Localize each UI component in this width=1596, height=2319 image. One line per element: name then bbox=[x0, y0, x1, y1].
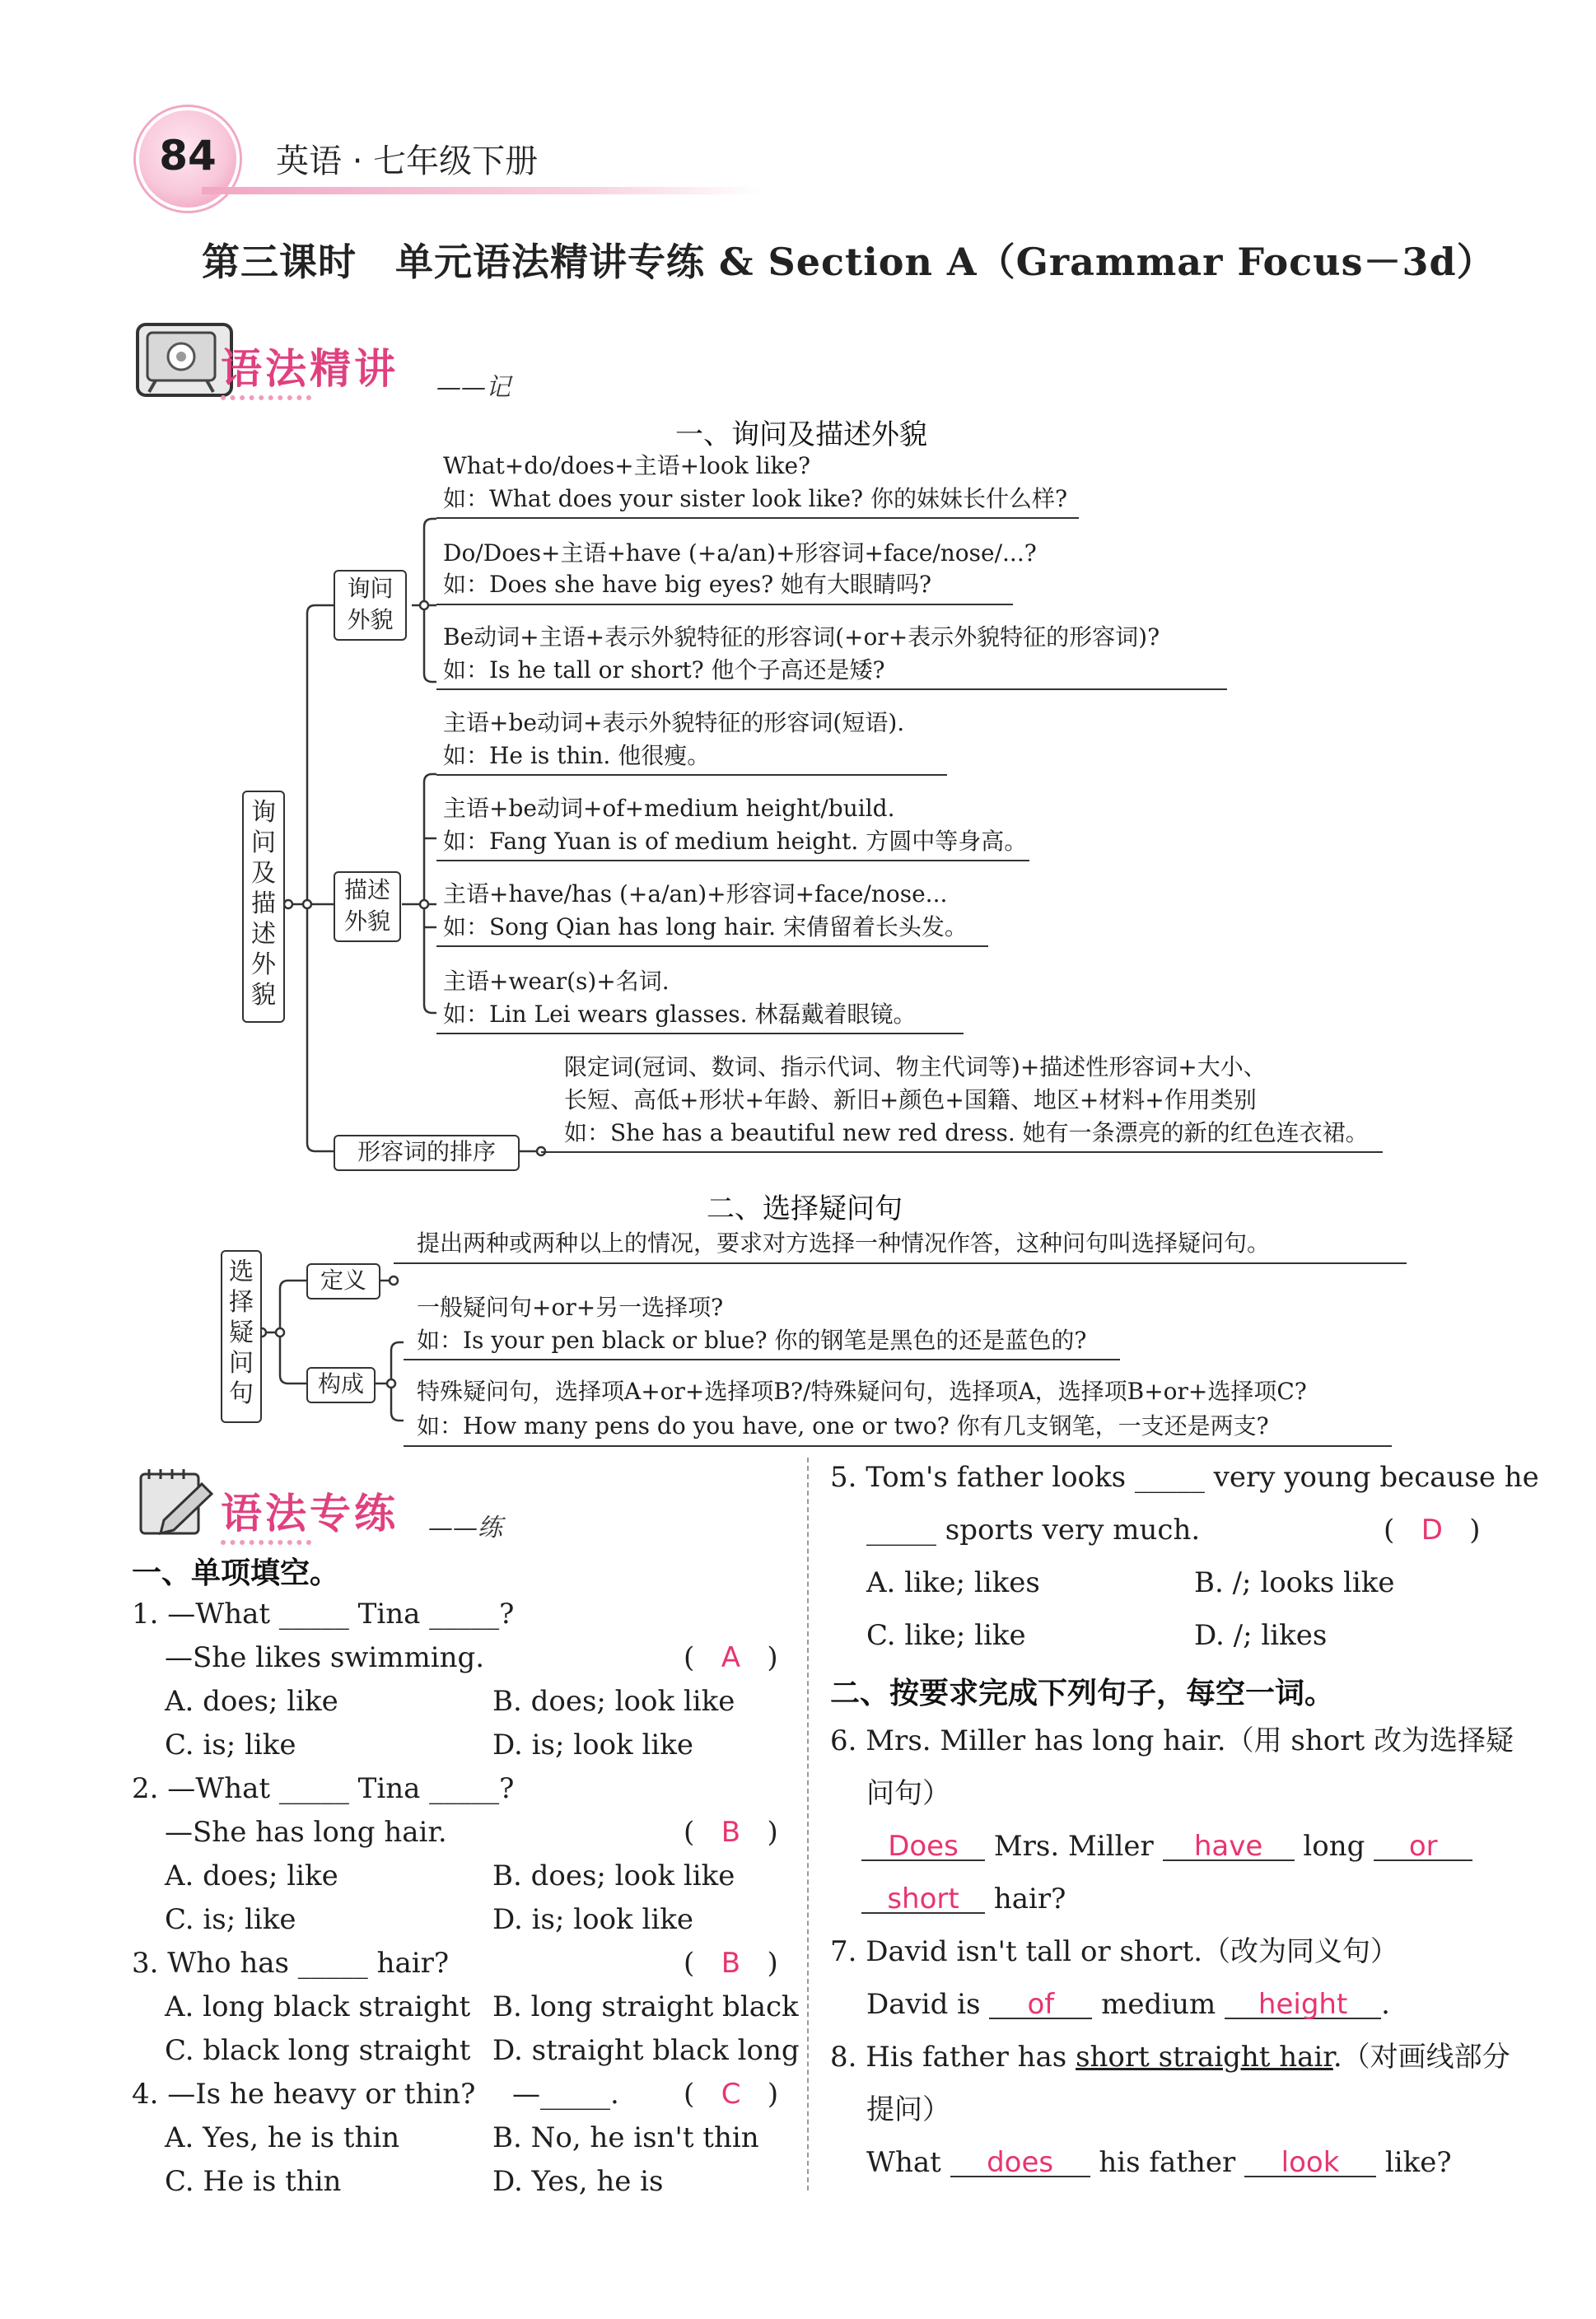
q4-stem: 4. —Is he heavy or thin? bbox=[132, 2078, 476, 2111]
q5-stem: 5. Tom's father looks _____ very young because he bbox=[830, 1461, 1539, 1494]
book-title: 英语 · 七年级下册 bbox=[276, 142, 539, 180]
q8-answer-2: look bbox=[1281, 2146, 1340, 2179]
q8-answer-1: does bbox=[987, 2146, 1054, 2179]
q2-answer-bracket: ( B ) bbox=[684, 1816, 778, 1849]
ask-item-3-rule: Be动词+主语+表示外貌特征的形容词(+or+表示外貌特征的形容词)? bbox=[443, 623, 1160, 651]
q2-option-a: A. does; like bbox=[165, 1859, 338, 1892]
q1-option-d: D. is; look like bbox=[492, 1729, 693, 1761]
describe-item-4-example: 如：Lin Lei wears glasses. 林磊戴着眼镜。 bbox=[443, 1001, 917, 1028]
q4-option-a: A. Yes, he is thin bbox=[165, 2121, 400, 2154]
branch-ask-appearance: 询问外貌 bbox=[334, 570, 407, 641]
diagram1-heading: 一、询问及描述外貌 bbox=[675, 418, 927, 451]
practice-banner-title: 语法专练 bbox=[221, 1490, 399, 1537]
q5-answer: D bbox=[1421, 1514, 1443, 1547]
order-line-2: 长短、高低+形状+年龄、新旧+颜色+国籍、地区+材料+作用类别 bbox=[564, 1086, 1257, 1113]
describe-item-3-rule: 主语+have/has (+a/an)+形容词+face/nose... bbox=[443, 880, 948, 908]
q4-answer-bracket: ( C ) bbox=[684, 2078, 779, 2111]
notebook-pencil-icon bbox=[136, 1466, 218, 1540]
branch-describe-appearance: 描述外貌 bbox=[334, 871, 401, 942]
q8-answer-line: What does his father look like? bbox=[866, 2146, 1452, 2179]
q3-option-c: C. black long straight bbox=[165, 2034, 471, 2067]
order-example: 如：She has a beautiful new red dress. 她有一条漂亮的新的红色连衣裙。 bbox=[564, 1119, 1369, 1146]
part2-title: 二、按要求完成下列句子，每空一词。 bbox=[830, 1677, 1335, 1710]
q6-answer-line1: Does Mrs. Miller have long or bbox=[861, 1828, 1472, 1864]
q6-prompt-line2: 问句） bbox=[866, 1777, 950, 1810]
q2-option-b: B. does; look like bbox=[492, 1859, 735, 1892]
q5-option-b: B. /; looks like bbox=[1194, 1566, 1395, 1599]
q4-option-b: B. No, he isn't thin bbox=[492, 2121, 759, 2154]
rule-line bbox=[394, 1262, 1407, 1264]
grammar-banner-subtitle: ——记 bbox=[436, 373, 511, 402]
ask-item-3-example: 如：Is he tall or short? 他个子高还是矮? bbox=[443, 656, 885, 684]
q5-stem-line2: _____ sports very much. bbox=[866, 1514, 1201, 1547]
rule-line bbox=[541, 1151, 1383, 1153]
rule-line bbox=[404, 1359, 1120, 1360]
q7-answer-2: height bbox=[1258, 1988, 1348, 2021]
rule-line bbox=[436, 774, 947, 776]
rule-line bbox=[436, 860, 1029, 861]
q1-answer-bracket: ( A ) bbox=[684, 1641, 778, 1674]
form-item-2-rule: 特殊疑问句，选择项A+or+选择项B?/特殊疑问句，选择项A，选择项B+or+选择项C? bbox=[417, 1378, 1307, 1405]
q2-answer: B bbox=[721, 1816, 741, 1849]
q4-reply: —_____. bbox=[512, 2078, 619, 2111]
q5-option-a: A. like; likes bbox=[866, 1566, 1040, 1599]
q8-prompt-line2: 提问） bbox=[866, 2093, 950, 2126]
q3-option-d: D. straight black long bbox=[492, 2034, 800, 2067]
q5-answer-bracket: ( D ) bbox=[1384, 1514, 1481, 1547]
rule-line bbox=[404, 1445, 1392, 1447]
diagram2-heading: 二、选择疑问句 bbox=[707, 1192, 903, 1225]
q2-reply: —She has long hair. bbox=[165, 1816, 447, 1849]
q8-underlined-part: short straight hair bbox=[1076, 2041, 1333, 2074]
q2-option-c: C. is; like bbox=[165, 1903, 296, 1936]
q7-prompt: 7. David isn't tall or short.（改为同义句） bbox=[830, 1935, 1399, 1968]
ask-item-2-rule: Do/Does+主语+have (+a/an)+形容词+face/nose/...? bbox=[443, 539, 1037, 567]
part1-title: 一、单项填空。 bbox=[132, 1556, 340, 1590]
practice-banner-subtitle: ——练 bbox=[428, 1514, 502, 1542]
q4-option-d: D. Yes, he is bbox=[492, 2165, 664, 2198]
describe-item-2-rule: 主语+be动词+of+medium height/build. bbox=[443, 795, 895, 822]
q6-answer-1: Does bbox=[888, 1830, 959, 1863]
describe-item-3-example: 如：Song Qian has long hair. 宋倩留着长头发。 bbox=[443, 913, 968, 940]
lesson-title: 第三课时 单元语法精讲专练 & Section A（Grammar Focus－3d） bbox=[202, 240, 1496, 284]
form-item-1-rule: 一般疑问句+or+另一选择项? bbox=[417, 1294, 724, 1321]
banner-dots bbox=[221, 1535, 311, 1545]
q4-option-c: C. He is thin bbox=[165, 2165, 342, 2198]
branch-adjective-order: 形容词的排序 bbox=[334, 1135, 520, 1171]
q8-prompt: 8. His father has short straight hair.（对画线部分 bbox=[830, 2041, 1510, 2074]
q6-answer-2: have bbox=[1193, 1830, 1263, 1863]
practice-banner bbox=[136, 1466, 218, 1543]
describe-item-1-example: 如：He is thin. 他很瘦。 bbox=[443, 742, 711, 769]
branch-structure: 构成 bbox=[306, 1367, 376, 1403]
q6-answer-3: or bbox=[1408, 1830, 1438, 1863]
q5-option-c: C. like; like bbox=[866, 1619, 1026, 1652]
definition-text: 提出两种或两种以上的情况，要求对方选择一种情况作答，这种问句叫选择疑问句。 bbox=[417, 1229, 1271, 1257]
q3-answer-bracket: ( B ) bbox=[684, 1947, 778, 1980]
q1-option-a: A. does; like bbox=[165, 1685, 338, 1718]
rule-line bbox=[436, 517, 1079, 519]
q1-stem: 1. —What _____ Tina _____? bbox=[132, 1598, 515, 1631]
q2-stem: 2. —What _____ Tina _____? bbox=[132, 1772, 515, 1805]
rule-line bbox=[436, 688, 1227, 690]
q3-option-a: A. long black straight bbox=[165, 1990, 471, 2023]
q4-answer: C bbox=[721, 2078, 741, 2111]
rule-line bbox=[436, 604, 1013, 605]
diagram1-root: 询问及描述外貌 bbox=[242, 791, 285, 1023]
grammar-banner-title: 语法精讲 bbox=[221, 345, 399, 393]
q6-prompt: 6. Mrs. Miller has long hair.（用 short 改为选择疑 bbox=[830, 1724, 1514, 1757]
q1-reply: —She likes swimming. bbox=[165, 1641, 485, 1674]
q3-option-b: B. long straight black bbox=[492, 1990, 799, 2023]
q1-option-c: C. is; like bbox=[165, 1729, 296, 1761]
q6-answer-line2: short hair? bbox=[861, 1881, 1066, 1917]
q3-stem: 3. Who has _____ hair? bbox=[132, 1947, 450, 1980]
ask-item-2-example: 如：Does she have big eyes? 她有大眼睛吗? bbox=[443, 571, 931, 598]
branch-definition: 定义 bbox=[306, 1263, 380, 1299]
ask-item-1-rule: What+do/does+主语+look like? bbox=[443, 452, 811, 479]
q3-answer: B bbox=[721, 1947, 741, 1980]
page-number: 84 bbox=[159, 132, 217, 180]
form-item-1-example: 如：Is your pen black or blue? 你的钢笔是黑色的还是蓝色的? bbox=[417, 1327, 1087, 1354]
q5-option-d: D. /; likes bbox=[1194, 1619, 1328, 1652]
diagram2-root: 选择疑问句 bbox=[221, 1250, 262, 1423]
describe-item-2-example: 如：Fang Yuan is of medium height. 方圆中等身高。 bbox=[443, 828, 1028, 855]
q6-answer-4: short bbox=[887, 1883, 959, 1915]
q1-answer: A bbox=[721, 1641, 740, 1674]
q7-answer-line: David is of medium height . bbox=[866, 1988, 1390, 2021]
q1-option-b: B. does; look like bbox=[492, 1685, 735, 1718]
order-line-1: 限定词(冠词、数词、指示代词、物主代词等)+描述性形容词+大小、 bbox=[564, 1053, 1267, 1080]
ask-item-1-example: 如：What does your sister look like? 你的妹妹长什么样? bbox=[443, 485, 1067, 512]
rule-line bbox=[436, 1033, 964, 1034]
q2-option-d: D. is; look like bbox=[492, 1903, 693, 1936]
form-item-2-example: 如：How many pens do you have, one or two? 你有几支钢笔，一支还是两支? bbox=[417, 1412, 1269, 1439]
describe-item-1-rule: 主语+be动词+表示外貌特征的形容词(短语). bbox=[443, 709, 905, 736]
column-divider bbox=[807, 1458, 809, 2191]
describe-item-4-rule: 主语+wear(s)+名词. bbox=[443, 968, 670, 995]
rule-line bbox=[436, 945, 988, 947]
q7-answer-1: of bbox=[1027, 1988, 1055, 2021]
